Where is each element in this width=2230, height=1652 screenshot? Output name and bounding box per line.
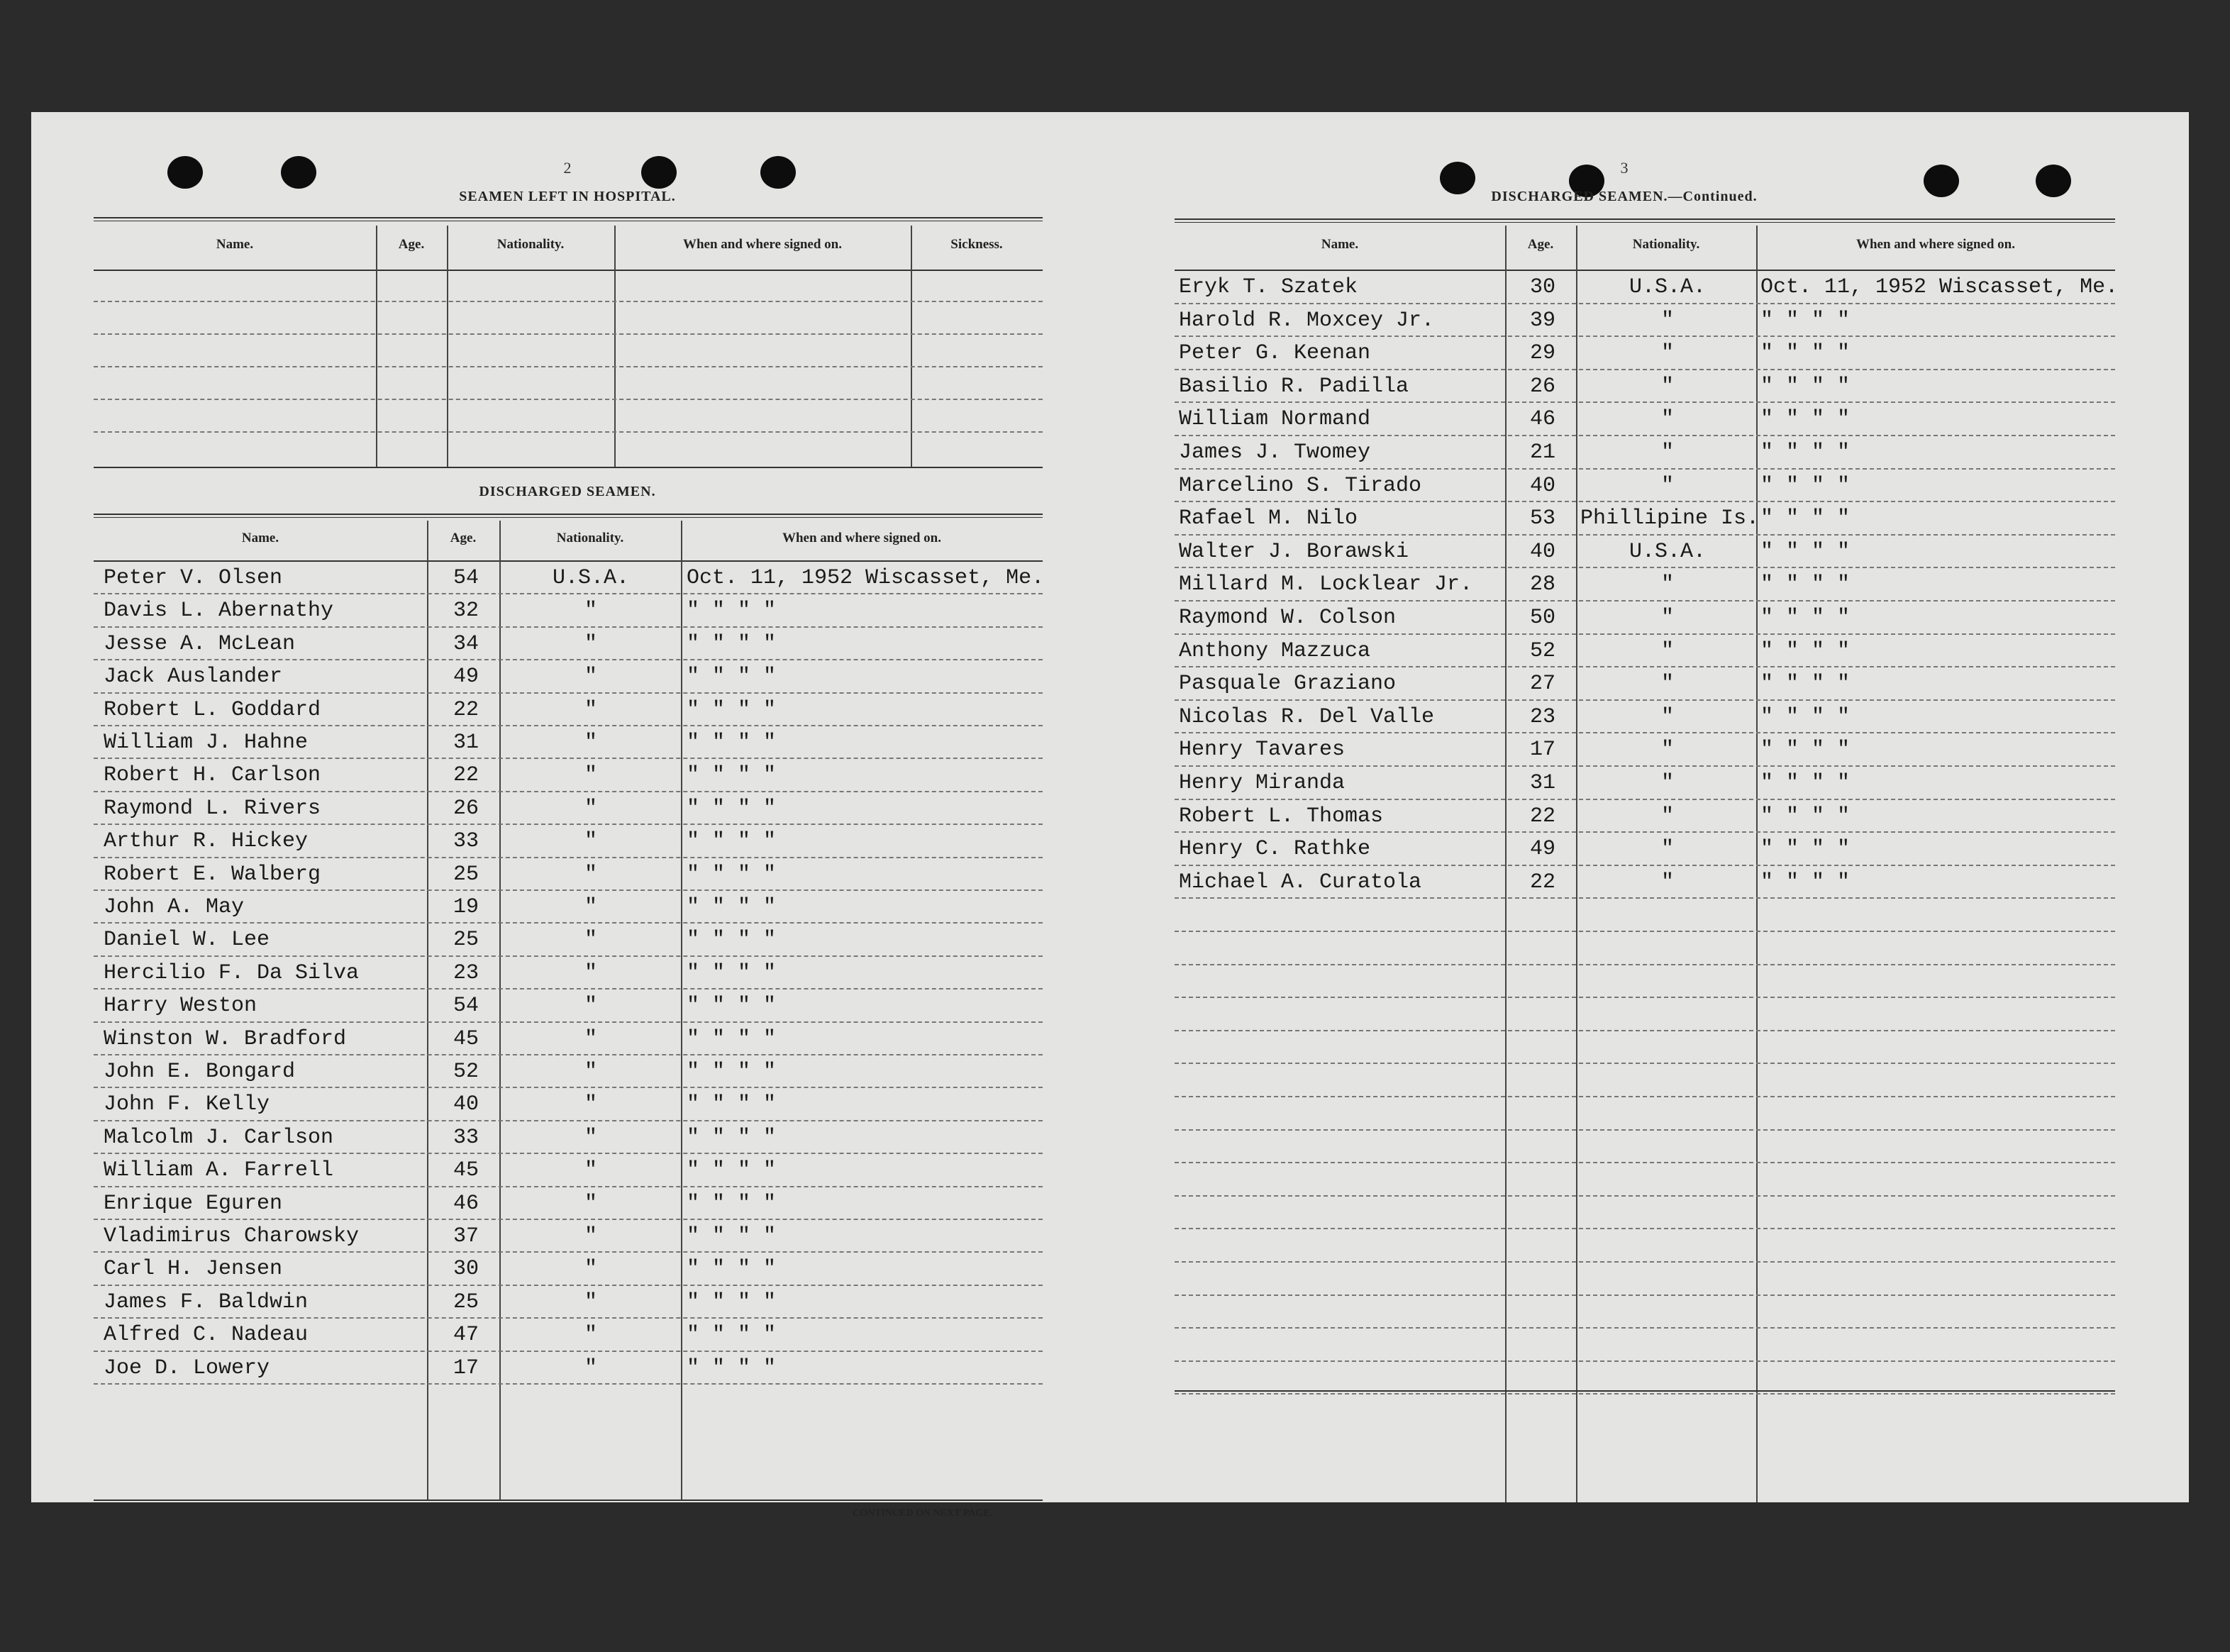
table-row [94, 1286, 1043, 1319]
table-row [94, 858, 1043, 891]
table-row [94, 1023, 1043, 1055]
table-row [1175, 536, 2115, 569]
hospital-empty-row [94, 335, 1043, 367]
table-row [1175, 767, 2115, 800]
rule [94, 517, 1043, 518]
seaman-signed-on: " " " " [687, 1290, 777, 1314]
document-sheet [31, 112, 2189, 1519]
seaman-signed-on: " " " " [1760, 440, 1851, 465]
seaman-age: 47 [453, 1323, 479, 1348]
table-row [94, 1220, 1043, 1253]
seaman-nationality: " [1660, 374, 1674, 399]
seaman-nationality: " [1660, 606, 1674, 630]
seaman-age: 19 [453, 895, 479, 919]
seaman-signed-on: " " " " [687, 994, 777, 1019]
seaman-name: Anthony Mazzuca [1179, 638, 1371, 663]
hospital-section-title: SEAMEN LEFT IN HOSPITAL. [459, 189, 676, 204]
empty-row [1175, 1064, 2115, 1097]
seaman-nationality: " [584, 1060, 597, 1084]
seaman-signed-on: " " " " [687, 928, 777, 953]
seaman-signed-on: " " " " [687, 796, 777, 821]
seaman-signed-on: " " " " [687, 599, 777, 623]
seaman-nationality: " [584, 862, 597, 887]
seaman-nationality: " [584, 994, 597, 1019]
table-row [1175, 304, 2115, 338]
seaman-name: Marcelino S. Tirado [1179, 473, 1422, 498]
seaman-signed-on: " " " " [687, 631, 777, 656]
seaman-age: 45 [453, 1026, 479, 1051]
seaman-signed-on: " " " " [687, 1060, 777, 1084]
table-row [94, 924, 1043, 956]
seaman-name: Raymond W. Colson [1179, 606, 1397, 630]
table-row [1175, 833, 2115, 866]
table-row [1175, 800, 2115, 833]
seaman-name: Harold R. Moxcey Jr. [1179, 308, 1435, 333]
seaman-name: Hercilio F. Da Silva [104, 960, 360, 985]
table-row [94, 825, 1043, 858]
seaman-signed-on: " " " " [687, 862, 777, 887]
seaman-signed-on: " " " " [687, 1158, 777, 1183]
table-row [1175, 470, 2115, 503]
seaman-nationality: " [584, 1191, 597, 1216]
seaman-name: Peter V. Olsen [104, 566, 283, 590]
table-row [94, 1088, 1043, 1121]
seaman-nationality: " [1660, 341, 1674, 366]
table-row [1175, 370, 2115, 404]
discharged-continued-title: DISCHARGED SEAMEN.—Continued. [1491, 189, 1758, 204]
seaman-nationality: " [1660, 572, 1674, 597]
seaman-name: Peter G. Keenan [1179, 341, 1371, 366]
seaman-age: 17 [453, 1356, 479, 1380]
discharged-section-title: DISCHARGED SEAMEN. [479, 484, 656, 499]
seaman-name: James J. Twomey [1179, 440, 1371, 465]
seaman-nationality: " [584, 895, 597, 919]
seaman-nationality: " [1660, 704, 1674, 729]
seaman-signed-on: " " " " [1760, 738, 1851, 763]
seaman-age: 30 [453, 1257, 479, 1282]
seaman-nationality: " [584, 599, 597, 623]
table-row [1175, 635, 2115, 668]
table-row [94, 759, 1043, 792]
seaman-name: Henry Miranda [1179, 771, 1346, 795]
seaman-name: John E. Bongard [104, 1060, 296, 1084]
table-row [1175, 271, 2119, 304]
seaman-signed-on: " " " " [1760, 837, 1851, 862]
right-header-nationality: Nationality. [1632, 237, 1700, 252]
seaman-nationality: " [584, 1257, 597, 1282]
seaman-name: Robert E. Walberg [104, 862, 321, 887]
seaman-signed-on: " " " " [687, 763, 777, 788]
seaman-nationality: " [584, 665, 597, 689]
seaman-age: 22 [453, 697, 479, 722]
seaman-age: 32 [453, 599, 479, 623]
seaman-signed-on: " " " " [1760, 341, 1851, 366]
table-row [94, 660, 1043, 693]
discharged-header-signed-on: When and where signed on. [782, 531, 941, 545]
seaman-age: 46 [453, 1191, 479, 1216]
empty-row [1175, 1197, 2115, 1230]
seaman-age: 39 [1529, 308, 1555, 333]
seaman-signed-on: " " " " [1760, 672, 1851, 697]
seaman-age: 28 [1529, 572, 1555, 597]
seaman-nationality: " [584, 796, 597, 821]
seaman-nationality: " [584, 829, 597, 854]
table-row [94, 562, 1043, 594]
seaman-age: 27 [1529, 672, 1555, 697]
seaman-age: 46 [1529, 407, 1555, 432]
seaman-signed-on: " " " " [687, 665, 777, 689]
table-row [1175, 667, 2115, 701]
seaman-nationality: U.S.A. [552, 566, 630, 590]
rule [1175, 1390, 2115, 1392]
empty-row [1175, 998, 2115, 1031]
table-row [94, 1319, 1043, 1351]
seaman-name: Henry Tavares [1179, 738, 1346, 763]
hospital-header-name: Name. [216, 237, 254, 252]
seaman-signed-on: " " " " [687, 1092, 777, 1117]
seaman-age: 49 [1529, 837, 1555, 862]
hospital-empty-row [94, 400, 1043, 433]
seaman-signed-on: Oct. 11, 1952 Wiscasset, Me. [687, 566, 1045, 590]
empty-row [1175, 899, 2115, 932]
seaman-age: 34 [453, 631, 479, 656]
seaman-age: 50 [1529, 606, 1555, 630]
seaman-age: 30 [1529, 275, 1555, 299]
hospital-empty-row [94, 302, 1043, 335]
seaman-signed-on: " " " " [687, 960, 777, 985]
seaman-nationality: " [584, 928, 597, 953]
rule [1175, 218, 2115, 220]
page-number: 3 [1620, 159, 1629, 177]
seaman-nationality: " [584, 1158, 597, 1183]
right-header-signed-on: When and where signed on. [1855, 237, 2015, 252]
seaman-age: 31 [453, 731, 479, 755]
seaman-nationality: " [1660, 440, 1674, 465]
seaman-name: Harry Weston [104, 994, 257, 1019]
seaman-nationality: " [584, 763, 597, 788]
seaman-signed-on: " " " " [687, 731, 777, 755]
seaman-nationality: " [584, 1290, 597, 1314]
seaman-name: James F. Baldwin [104, 1290, 309, 1314]
table-row [94, 1253, 1043, 1285]
seaman-name: Davis L. Abernathy [104, 599, 334, 623]
rule [1175, 222, 2115, 223]
right-header-name: Name. [1321, 237, 1359, 252]
seaman-signed-on: " " " " [1760, 374, 1851, 399]
seaman-age: 17 [1529, 738, 1555, 763]
seaman-signed-on: " " " " [1760, 539, 1851, 564]
seaman-signed-on: " " " " [687, 1191, 777, 1216]
seaman-name: Henry C. Rathke [1179, 837, 1371, 862]
empty-row [1175, 932, 2115, 965]
continued-note: CONTINUED ON NEXT PAGE. [853, 1508, 993, 1519]
rule [94, 514, 1043, 515]
seaman-signed-on: " " " " [687, 1026, 777, 1051]
seaman-nationality: " [584, 1224, 597, 1248]
seaman-nationality: " [584, 960, 597, 985]
hospital-header-nationality: Nationality. [497, 237, 565, 252]
table-row [94, 957, 1043, 989]
seaman-name: Robert L. Thomas [1179, 804, 1384, 828]
seaman-age: 40 [1529, 539, 1555, 564]
table-row [94, 594, 1043, 627]
seaman-age: 37 [453, 1224, 479, 1248]
seaman-signed-on: " " " " [1760, 804, 1851, 828]
seaman-name: Vladimirus Charowsky [104, 1224, 360, 1248]
table-row [1175, 568, 2115, 602]
seaman-name: Jesse A. McLean [104, 631, 296, 656]
seaman-signed-on: " " " " [687, 1224, 777, 1248]
seaman-name: Malcolm J. Carlson [104, 1125, 334, 1150]
table-row [1175, 502, 2115, 536]
seaman-age: 25 [453, 928, 479, 953]
seaman-name: Nicolas R. Del Valle [1179, 704, 1435, 729]
table-row [1175, 733, 2115, 767]
seaman-name: William J. Hahne [104, 731, 309, 755]
seaman-age: 52 [453, 1060, 479, 1084]
seaman-name: Robert H. Carlson [104, 763, 321, 788]
seaman-nationality: " [584, 1026, 597, 1051]
seaman-nationality: " [1660, 771, 1674, 795]
rule [94, 217, 1043, 218]
seaman-age: 40 [453, 1092, 479, 1117]
table-row [1175, 602, 2115, 635]
table-row [1175, 403, 2115, 436]
seaman-nationality: " [1660, 407, 1674, 432]
seaman-nationality: " [1660, 837, 1674, 862]
table-row [94, 726, 1043, 759]
seaman-age: 29 [1529, 341, 1555, 366]
seaman-signed-on: " " " " [1760, 473, 1851, 498]
hospital-empty-row [94, 367, 1043, 400]
seaman-nationality: " [584, 1323, 597, 1348]
table-row [94, 1121, 1043, 1154]
seaman-signed-on: Oct. 11, 1952 Wiscasset, Me. [1760, 275, 2119, 299]
seaman-age: 31 [1529, 771, 1555, 795]
seaman-name: Arthur R. Hickey [104, 829, 309, 854]
seaman-name: John A. May [104, 895, 245, 919]
table-row [1175, 866, 2115, 899]
seaman-nationality: " [1660, 804, 1674, 828]
seaman-age: 26 [1529, 374, 1555, 399]
seaman-name: Joe D. Lowery [104, 1356, 270, 1380]
seaman-name: Jack Auslander [104, 665, 283, 689]
seaman-name: Winston W. Bradford [104, 1026, 347, 1051]
seaman-age: 22 [1529, 870, 1555, 894]
seaman-signed-on: " " " " [1760, 572, 1851, 597]
empty-row [1175, 965, 2115, 999]
seaman-name: Alfred C. Nadeau [104, 1323, 309, 1348]
table-row [94, 1352, 1043, 1385]
seaman-signed-on: " " " " [1760, 870, 1851, 894]
table-row [1175, 436, 2115, 470]
seaman-name: William Normand [1179, 407, 1371, 432]
seaman-nationality: " [1660, 672, 1674, 697]
table-row [94, 1154, 1043, 1187]
seaman-age: 49 [453, 665, 479, 689]
seaman-age: 22 [1529, 804, 1555, 828]
seaman-signed-on: " " " " [1760, 506, 1851, 531]
seaman-name: Carl H. Jensen [104, 1257, 283, 1282]
seaman-name: Eryk T. Szatek [1179, 275, 1358, 299]
seaman-signed-on: " " " " [687, 1257, 777, 1282]
seaman-age: 40 [1529, 473, 1555, 498]
seaman-age: 54 [453, 994, 479, 1019]
discharged-header-age: Age. [450, 531, 477, 545]
seaman-nationality: Phillipine Is. [1580, 506, 1760, 531]
seaman-name: Rafael M. Nilo [1179, 506, 1358, 531]
seaman-name: Millard M. Locklear Jr. [1179, 572, 1473, 597]
seaman-signed-on: " " " " [687, 895, 777, 919]
seaman-age: 22 [453, 763, 479, 788]
seaman-nationality: U.S.A. [1629, 275, 1707, 299]
discharged-header-nationality: Nationality. [556, 531, 624, 545]
rule [94, 1499, 1043, 1501]
table-row [1175, 701, 2115, 734]
seaman-signed-on: " " " " [687, 697, 777, 722]
seaman-age: 26 [453, 796, 479, 821]
seaman-nationality: " [1660, 870, 1674, 894]
empty-row [1175, 1296, 2115, 1329]
seaman-age: 33 [453, 1125, 479, 1150]
table-row [94, 1187, 1043, 1220]
empty-row [1175, 1031, 2115, 1065]
seaman-signed-on: " " " " [687, 1323, 777, 1348]
right-header-age: Age. [1527, 237, 1554, 252]
seaman-age: 25 [453, 1290, 479, 1314]
seaman-name: Robert L. Goddard [104, 697, 321, 722]
hospital-header-signed-on: When and where signed on. [682, 237, 842, 252]
seaman-age: 45 [453, 1158, 479, 1183]
seaman-age: 33 [453, 829, 479, 854]
seaman-age: 53 [1529, 506, 1555, 531]
seaman-signed-on: " " " " [687, 1125, 777, 1150]
seaman-age: 21 [1529, 440, 1555, 465]
table-row [94, 1055, 1043, 1088]
seaman-nationality: " [1660, 738, 1674, 763]
seaman-age: 25 [453, 862, 479, 887]
seaman-name: John F. Kelly [104, 1092, 270, 1117]
seaman-age: 23 [453, 960, 479, 985]
table-row [94, 989, 1043, 1022]
empty-row [1175, 1131, 2115, 1164]
seaman-name: Enrique Eguren [104, 1191, 283, 1216]
table-row [94, 694, 1043, 726]
table-row [94, 628, 1043, 660]
table-row [1175, 337, 2115, 370]
seaman-age: 54 [453, 566, 479, 590]
seaman-nationality: " [1660, 638, 1674, 663]
seaman-signed-on: " " " " [1760, 308, 1851, 333]
seaman-nationality: " [1660, 473, 1674, 498]
empty-row [1175, 1097, 2115, 1131]
seaman-nationality: " [584, 1356, 597, 1380]
empty-row [1175, 1163, 2115, 1197]
seaman-signed-on: " " " " [1760, 407, 1851, 432]
seaman-name: Basilio R. Padilla [1179, 374, 1409, 399]
hospital-empty-row [94, 270, 1043, 302]
seaman-signed-on: " " " " [687, 1356, 777, 1380]
hospital-header-sickness: Sickness. [950, 237, 1003, 252]
seaman-age: 23 [1529, 704, 1555, 729]
empty-row [1175, 1229, 2115, 1263]
discharged-header-name: Name. [241, 531, 279, 545]
seaman-signed-on: " " " " [1760, 638, 1851, 663]
empty-row [1175, 1263, 2115, 1296]
seaman-name: Pasquale Graziano [1179, 672, 1397, 697]
page-number: 2 [563, 159, 572, 177]
rule [94, 467, 1043, 468]
seaman-name: William A. Farrell [104, 1158, 334, 1183]
seaman-name: Michael A. Curatola [1179, 870, 1422, 894]
seaman-nationality: " [584, 731, 597, 755]
seaman-nationality: " [584, 697, 597, 722]
seaman-signed-on: " " " " [1760, 704, 1851, 729]
seaman-nationality: " [584, 1092, 597, 1117]
seaman-name: Walter J. Borawski [1179, 539, 1409, 564]
seaman-nationality: U.S.A. [1629, 539, 1707, 564]
seaman-signed-on: " " " " [1760, 606, 1851, 630]
seaman-nationality: " [1660, 308, 1674, 333]
seaman-name: Daniel W. Lee [104, 928, 270, 953]
empty-row [1175, 1329, 2115, 1362]
seaman-signed-on: " " " " [1760, 771, 1851, 795]
seaman-name: Raymond L. Rivers [104, 796, 321, 821]
seaman-nationality: " [584, 631, 597, 656]
seaman-nationality: " [584, 1125, 597, 1150]
table-row [94, 891, 1043, 924]
table-row [94, 792, 1043, 825]
seaman-signed-on: " " " " [687, 829, 777, 854]
seaman-age: 52 [1529, 638, 1555, 663]
hospital-header-age: Age. [398, 237, 425, 252]
